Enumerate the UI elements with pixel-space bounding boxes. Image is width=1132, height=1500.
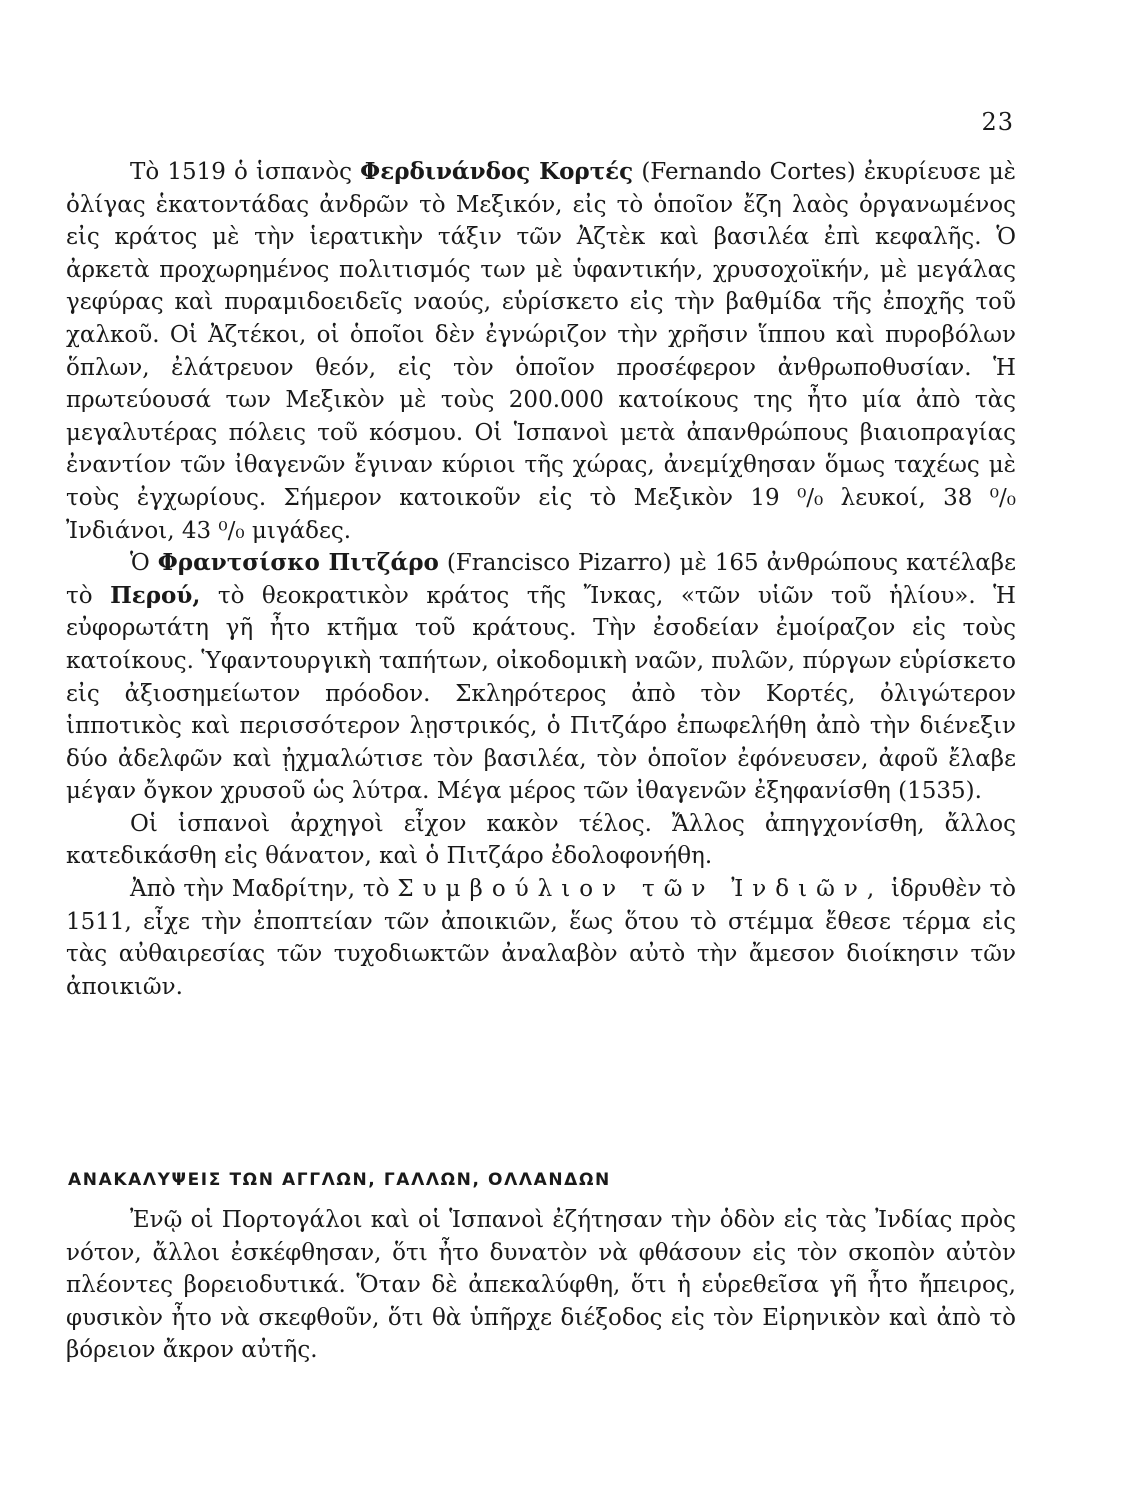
text-span: ἱδρυθὲν τὸ 1511, εἶχε τὴν ἐποπτείαν τῶν ἀποικιῶν, ἕως ὅτου τὸ στέμμα ἔθεσε τέρμα εἰς τὰς αὐθαιρεσίας τῶν τυχοδιωκτῶν ἀναλαβὸν αὐτὸ τὴν ἄμεσον διοίκησιν τῶν ἀποικιῶν.	[66, 876, 1017, 1000]
paragraph-northwest-passage: Ἐνῷ οἱ Πορτογάλοι καὶ οἱ Ἱσπανοὶ ἐζήτησαν τὴν ὁδὸν εἰς τὰς Ἰνδίας πρὸς νότον, ἄλλοι ἐσκέφθησαν, ὅτι ἦτο δυνατὸν νὰ φθάσουν εἰς τὸν σκοπὸν αὐτὸν πλέοντες βορειοδυτικά. Ὅταν δὲ ἀπεκαλύφθη, ὅτι ἡ εὑρεθεῖσα γῆ ἦτο ἤπειρος, φυσικὸν ἦτο νὰ σκεφθοῦν, ὅτι θὰ ὑπῆρχε διέξοδος εἰς τὸν Εἰρηνικὸν καὶ ἀπὸ τὸ βόρειον ἄκρον αὐτῆς.	[66, 1207, 1016, 1364]
bold-name-cortes: Φερδινάνδος Κορτές	[360, 158, 634, 185]
paragraph-council-indies	[66, 873, 1016, 1003]
paragraph-pizarro	[66, 547, 1016, 808]
main-text-block	[66, 156, 1016, 1003]
section-heading: ΑΝΑΚΑΛΥΨΕΙΣ ΤΩΝ ΑΓΓΛΩΝ, ΓΑΛΛΩΝ, ΟΛΛΑΝΔΩΝ	[68, 1170, 611, 1190]
spaced-council-name: Συμβούλιον τῶν Ἰνδιῶν,	[397, 876, 884, 903]
text-span: (Fernando Cortes) ἐκυρίευσε μὲ ὀλίγας ἑκατοντάδας ἀνδρῶν τὸ Μεξικόν, εἰς τὸ ὁποῖον ἔζη λαὸς ὀργανωμένος εἰς κράτος μὲ τὴν ἱερατικὴν τάξιν τῶν Ἀζτὲκ καὶ βασιλέα ἐπὶ κεφαλῆς. Ὁ ἀρκετὰ προχωρημένος πολιτισμός των μὲ ὑφαντικήν, χρυσοχοϊκήν, μὲ μεγάλας γεφύρας καὶ πυραμιδοειδεῖς ναούς, εὑρίσκετο εἰς τὴν βαθμίδα τῆς ἐποχῆς τοῦ χαλκοῦ. Οἱ Ἀζτέκοι, οἱ ὁποῖοι δὲν ἐγνώριζον τὴν χρῆσιν ἵππου καὶ πυροβόλων ὅπλων, ἐλάτρευον θεόν, εἰς τὸν ὁποῖον προσέφερον ἀνθρωποθυσίαν. Ἡ πρωτεύουσά των Μεξικὸν μὲ τοὺς 200.000 κατοίκους της ἦτο μία ἀπὸ τὰς μεγαλυτέρας πόλεις τοῦ κόσμου. Οἱ Ἱσπανοὶ μετὰ ἀπανθρώπους βιαιοπραγίας ἐναντίον τῶν ἰθαγενῶν ἔγιναν κύριοι τῆς χώρας, ἀνεμίχθησαν ὅμως ταχέως μὲ τοὺς ἐγχωρίους. Σήμερον κατοικοῦν εἰς τὸ Μεξικὸν 19 ⁰/₀ λευκοί, 38 ⁰/₀ Ἰνδιάνοι, 43 ⁰/₀ μιγάδες.	[66, 159, 1017, 544]
text-span: (Francisco Pizarro) μὲ 165 ἀνθρώπους κατέλαβε τὸ	[66, 550, 1016, 609]
text-span: Ὁ	[130, 550, 158, 577]
text-span: τὸ θεοκρατικὸν κράτος τῆς Ἴνκας, «τῶν υἱῶν τοῦ ἡλίου». Ἡ εὐφορωτάτη γῆ ἦτο κτῆμα τοῦ κράτους. Τὴν ἐσοδείαν ἐμοίραζον εἰς τοὺς κατοίκους. Ὑφαντουργικὴ ταπήτων, οἰκοδομικὴ ναῶν, πυλῶν, πύργων εὑρίσκετο εἰς ἀξιοσημείωτον πρόοδον. Σκληρότερος ἀπὸ τὸν Κορτές, ὀλιγώτερον ἱπποτικὸς καὶ περισσότερον λῃστρικός, ὁ Πιτζάρο ἐπωφελήθη ἀπὸ τὴν διένεξιν δύο ἀδελφῶν καὶ ᾐχμαλώτισε τὸν βασιλέα, τὸν ὁποῖον ἐφόνευσεν, ἀφοῦ ἔλαβε μέγαν ὄγκον χρυσοῦ ὡς λύτρα. Μέγα μέρος τῶν ἰθαγενῶν ἐξηφανίσθη (1535).	[66, 582, 1016, 805]
text-span: Τὸ 1519 ὁ ἱσπανὸς	[130, 159, 361, 185]
bold-name-pizarro: Φραντσίσκο Πιτζάρο	[157, 549, 439, 577]
paragraph-leaders-fate: Οἱ ἱσπανοὶ ἀρχηγοὶ εἶχον κακὸν τέλος. Ἄλλος ἀπηγχονίσθη, ἄλλος κατεδικάσθη εἰς θάνατον, καὶ ὁ Πιτζάρο ἐδολοφονήθη.	[66, 810, 1016, 870]
paragraph-cortes	[66, 156, 1016, 547]
bold-name-peru: Περού,	[110, 581, 201, 609]
page-number: 23	[981, 108, 1014, 136]
section-text-block	[66, 1204, 1016, 1367]
text-span: Ἀπὸ τὴν Μαδρίτην, τὸ	[130, 876, 398, 903]
